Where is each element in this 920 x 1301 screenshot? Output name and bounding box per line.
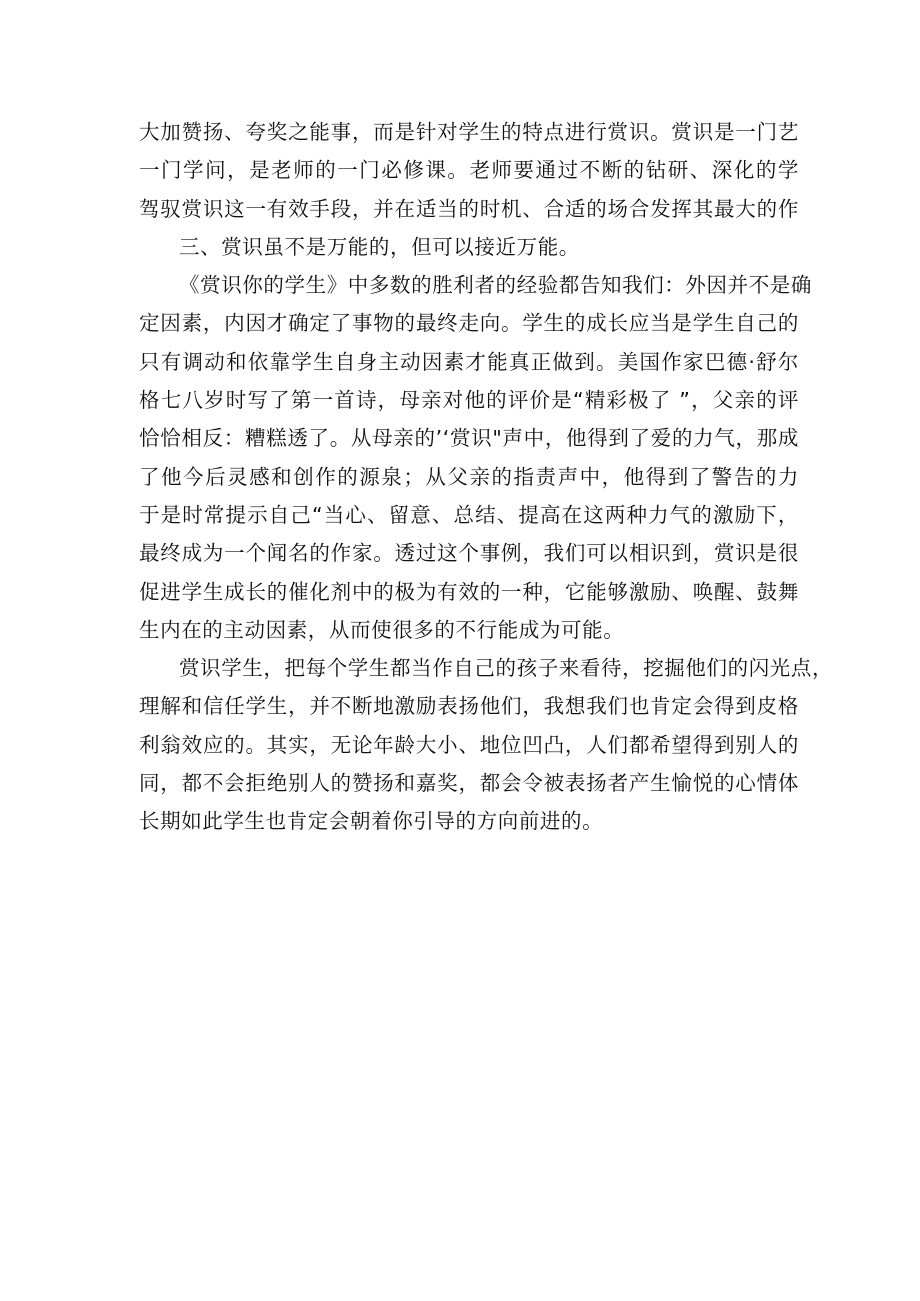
- section-heading: 三、赏识虽不是万能的，但可以接近万能。: [179, 234, 580, 259]
- text-line: 同，都不会拒绝别人的赞扬和嘉奖，都会令被表扬者产生愉悦的心情体: [139, 771, 799, 796]
- text-line: 最终成为一个闻名的作家。透过这个事例，我们可以相识到，赏识是很: [139, 541, 799, 566]
- text-line: 格七八岁时写了第一首诗，母亲对他的评价是“精彩极了 ”，父亲的评: [139, 388, 799, 413]
- text-line: 只有调动和依靠学生自身主动因素才能真正做到。美国作家巴德·舒尔: [139, 349, 799, 374]
- text-line: 赏识学生，把每个学生都当作自己的孩子来看待，挖掘他们的闪光点，: [179, 656, 834, 681]
- text-line: 长期如此学生也肯定会朝着你引导的方向前进的。: [139, 809, 604, 834]
- text-line: 促进学生成长的催化剂中的极为有效的一种，它能够激励、唤醒、鼓舞: [139, 579, 799, 604]
- text-line: 驾驭赏识这一有效手段，并在适当的时机、合适的场合发挥其最大的作: [139, 196, 799, 221]
- text-line: 一门学问，是老师的一门必修课。老师要通过不断的钻研、深化的学: [139, 158, 799, 183]
- text-line: 生内在的主动因素，从而使很多的不行能成为可能。: [139, 617, 625, 642]
- text-line: 了他今后灵感和创作的源泉；从父亲的指责声中，他得到了警告的力: [139, 464, 799, 489]
- text-line: 利翁效应的。其实，无论年龄大小、地位凹凸，人们都希望得到别人的: [139, 732, 799, 757]
- text-line: 大加赞扬、夸奖之能事，而是针对学生的特点进行赏识。赏识是一门艺: [139, 120, 799, 144]
- text-line: 《赏识你的学生》中多数的胜利者的经验都告知我们：外因并不是确: [179, 273, 812, 298]
- body-text: [139, 113, 834, 841]
- text-line: 恰恰相反：糟糕透了。从母亲的’‘赏识"声中，他得到了爱的力气，那成: [139, 426, 799, 451]
- text-line: 理解和信任学生，并不断地激励表扬他们，我想我们也肯定会得到皮格: [139, 694, 799, 719]
- text-line: 定因素，内因才确定了事物的最终走向。学生的成长应当是学生自己的: [139, 311, 799, 336]
- text-line: 于是时常提示自己“当心、留意、总结、提高在这两种力气的激励下，: [139, 502, 799, 527]
